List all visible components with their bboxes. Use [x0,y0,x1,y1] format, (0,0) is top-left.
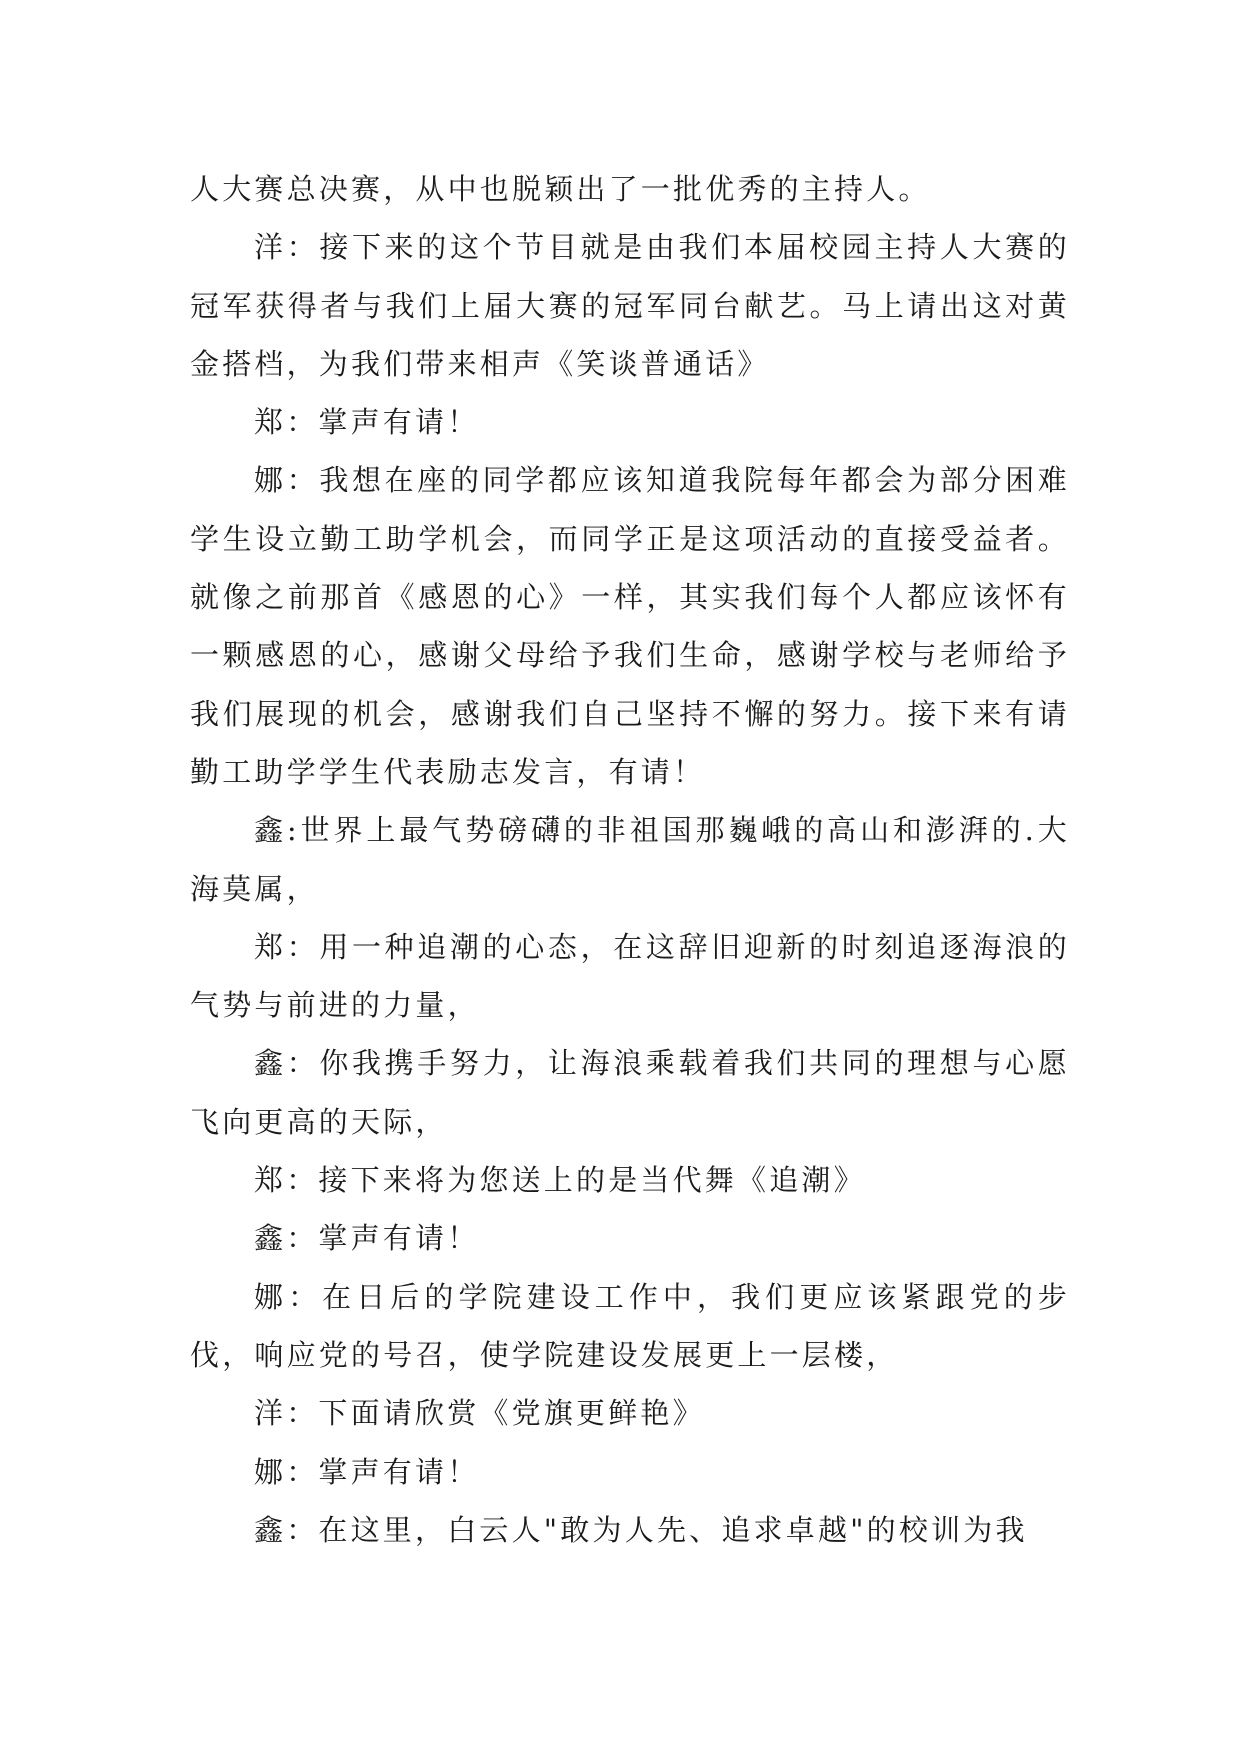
paragraph-na-party: 娜：在日后的学院建设工作中，我们更应该紧跟党的步伐，响应党的号召，使学院建设发展更上一层楼， [190,1279,1070,1372]
paragraph-zheng-dance-intro: 郑：接下来将为您送上的是当代舞《追潮》 [254,1163,866,1198]
paragraph-xin-together: 鑫：你我携手努力，让海浪乘载着我们共同的理想与心愿飞向更高的天际， [190,1046,1070,1139]
paragraph-yang-intro-crosstalk: 洋：接下来的这个节目就是由我们本届校园主持人大赛的冠军获得者与我们上届大赛的冠军同台献艺。马上请出这对黄金搭档，为我们带来相声《笑谈普通话》 [190,230,1070,381]
paragraph-zheng-applause: 郑：掌声有请！ [254,405,480,440]
document-body [190,160,1070,1559]
paragraph-zheng-tide: 郑：用一种追潮的心态，在这辞旧迎新的时刻追逐海浪的气势与前进的力量， [190,929,1070,1023]
paragraph-xin-mountains-sea: 鑫:世界上最气势磅礴的非祖国那巍峨的高山和澎湃的.大海莫属， [190,813,1070,906]
paragraph-continuation: 人大赛总决赛，从中也脱颖出了一批优秀的主持人。 [190,172,931,206]
paragraph-na-work-study: 娜：我想在座的同学都应该知道我院每年都会为部分困难学生设立勤工助学机会，而同学正是这项活动的直接受益者。就像之前那首《感恩的心》一样，其实我们每个人都应该怀有一颗感恩的心，感谢父母给予我们生命，感谢学校与老师给予我们展现的机会，感谢我们自己坚持不懈的努力。接下来有请勤工助学学生代表励志发言，有请！ [190,463,1070,789]
paragraph-xin-motto: 鑫：在这里，白云人"敢为人先、追求卓越"的校训为我 [254,1512,1028,1547]
paragraph-yang-song-intro: 洋：下面请欣赏《党旗更鲜艳》 [254,1396,705,1431]
paragraph-xin-applause: 鑫：掌声有请！ [254,1221,480,1256]
paragraph-na-applause: 娜：掌声有请！ [254,1454,480,1489]
